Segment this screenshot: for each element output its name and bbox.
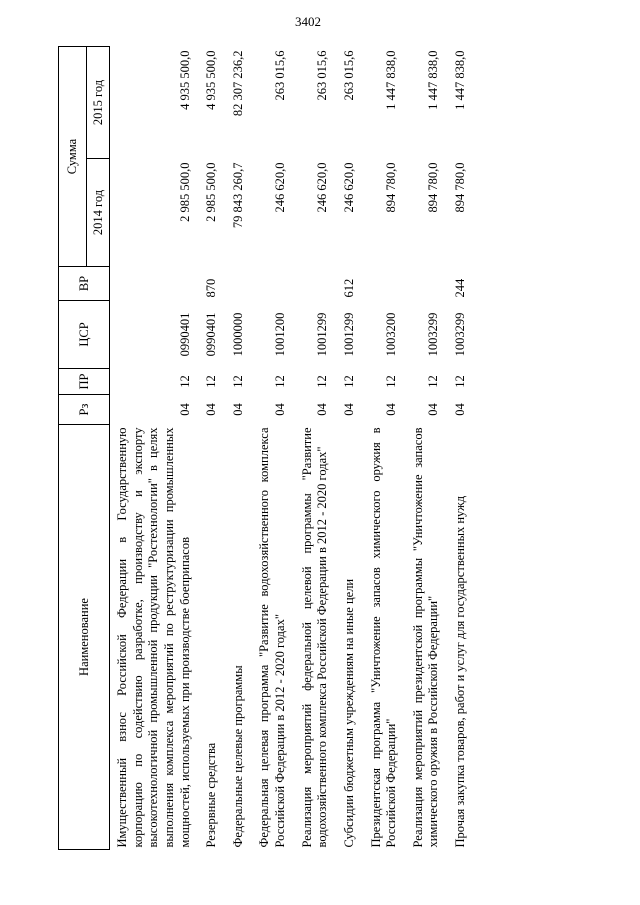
cell-vr: 870 <box>204 278 219 298</box>
cell-rz: 04 <box>230 403 245 416</box>
header-pr: ПР <box>59 369 110 395</box>
table-row <box>199 47 226 850</box>
cell-pr: 12 <box>426 375 441 388</box>
cell-name: Субсидии бюджетным учреждениям на иные цели <box>341 578 356 848</box>
header-name: Наименование <box>59 425 110 850</box>
table-row <box>226 47 253 850</box>
cell-vr <box>226 267 253 301</box>
cell-csr: 1003299 <box>426 312 441 357</box>
cell-y2015: 1 447 838,0 <box>384 50 399 110</box>
header-sum: Сумма <box>59 47 87 267</box>
cell-name: Реализация мероприятий президентской программы "Уничтожение запасов химического оружия в Российской Федерации" <box>410 427 441 848</box>
cell-rz: 04 <box>453 403 467 416</box>
cell-y2015: 263 015,6 <box>273 50 287 101</box>
cell-vr: 244 <box>453 278 467 298</box>
page-number: 3402 <box>295 14 321 29</box>
cell-name: Президентская программа "Уничтожение запасов химического оружия в Российской Федерации" <box>368 427 399 848</box>
table-row <box>295 47 337 850</box>
cell-vr: 612 <box>341 278 356 298</box>
cell-csr: 1001200 <box>273 312 287 357</box>
cell-rz: 04 <box>204 403 219 416</box>
cell-y2014: 2 985 500,0 <box>177 162 192 222</box>
table-body <box>110 47 475 850</box>
cell-y2014: 2 985 500,0 <box>204 162 219 222</box>
cell-pr: 12 <box>453 375 467 388</box>
header-2015: 2015 год <box>86 47 109 159</box>
cell-y2015: 263 015,6 <box>315 50 330 101</box>
header-csr: ЦСР <box>59 301 110 369</box>
cell-pr: 12 <box>177 375 192 388</box>
cell-y2014: 894 780,0 <box>384 162 399 213</box>
table-row <box>364 47 406 850</box>
cell-pr: 12 <box>315 375 330 388</box>
cell-pr: 12 <box>204 375 219 388</box>
cell-y2014: 894 780,0 <box>453 162 467 213</box>
cell-y2015: 4 935 500,0 <box>177 50 192 110</box>
cell-vr <box>110 267 200 301</box>
cell-y2015: 1 447 838,0 <box>453 50 467 110</box>
header-rz: Рз <box>59 395 110 425</box>
cell-rz: 04 <box>426 403 441 416</box>
cell-y2014: 246 620,0 <box>315 162 330 213</box>
table-row <box>110 47 200 850</box>
header-vr: ВР <box>59 267 110 301</box>
cell-y2014: 246 620,0 <box>273 162 287 213</box>
cell-vr <box>364 267 406 301</box>
header-2014: 2014 год <box>86 159 109 267</box>
cell-pr: 12 <box>341 375 356 388</box>
cell-y2014: 246 620,0 <box>341 162 356 213</box>
cell-vr <box>295 267 337 301</box>
cell-y2015: 4 935 500,0 <box>204 50 219 110</box>
cell-csr: 1001299 <box>315 312 330 357</box>
cell-y2015: 263 015,6 <box>341 50 356 101</box>
table-row <box>337 47 364 850</box>
cell-name: Реализация мероприятий федеральной целевой программы "Развитие водохозяйственного комплекса Российской Федерации в 2012 - 2020 годах" <box>299 427 330 848</box>
cell-pr: 12 <box>384 375 399 388</box>
cell-pr: 12 <box>273 375 287 388</box>
cell-rz: 04 <box>273 403 287 416</box>
cell-rz: 04 <box>384 403 399 416</box>
cell-y2014: 79 843 260,7 <box>230 162 245 229</box>
cell-name: Имущественный взнос Российской Федерации в Государственную корпорацию по содействию разработке, производству и экспорту высокотехнологичной промышленной продукции "Ростехнологии" в целях выполнения комплекса мероприятий по реструктуризации промышленных мощностей, используемых при производстве боеприпасов <box>115 427 192 848</box>
cell-csr: 1001299 <box>341 312 356 357</box>
cell-csr: 1003200 <box>384 312 399 357</box>
cell-csr: 0990401 <box>204 312 219 357</box>
cell-pr: 12 <box>230 375 245 388</box>
cell-y2014: 894 780,0 <box>426 162 441 213</box>
cell-rz: 04 <box>315 403 330 416</box>
cell-vr <box>406 267 448 301</box>
cell-name: Резервные средства <box>204 742 219 848</box>
cell-y2015: 1 447 838,0 <box>426 50 441 110</box>
rotated-page <box>0 30 640 880</box>
cell-y2015: 82 307 236,2 <box>230 50 245 117</box>
cell-csr: 1000000 <box>230 312 245 357</box>
cell-name: Прочая закупка товаров, работ и услуг для государственных нужд <box>453 495 467 848</box>
cell-csr: 0990401 <box>177 312 192 357</box>
table-row <box>406 47 448 850</box>
cell-vr <box>252 267 294 301</box>
cell-name: Федеральные целевые программы <box>230 665 245 848</box>
budget-table <box>58 46 475 850</box>
cell-name: Федеральная целевая программа "Развитие водохозяйственного комплекса Российской Федерации в 2012 - 2020 годах" <box>257 427 287 848</box>
table-row <box>448 47 475 850</box>
cell-csr: 1003299 <box>453 312 467 357</box>
table-row <box>252 47 294 850</box>
cell-rz: 04 <box>177 403 192 416</box>
cell-rz: 04 <box>341 403 356 416</box>
